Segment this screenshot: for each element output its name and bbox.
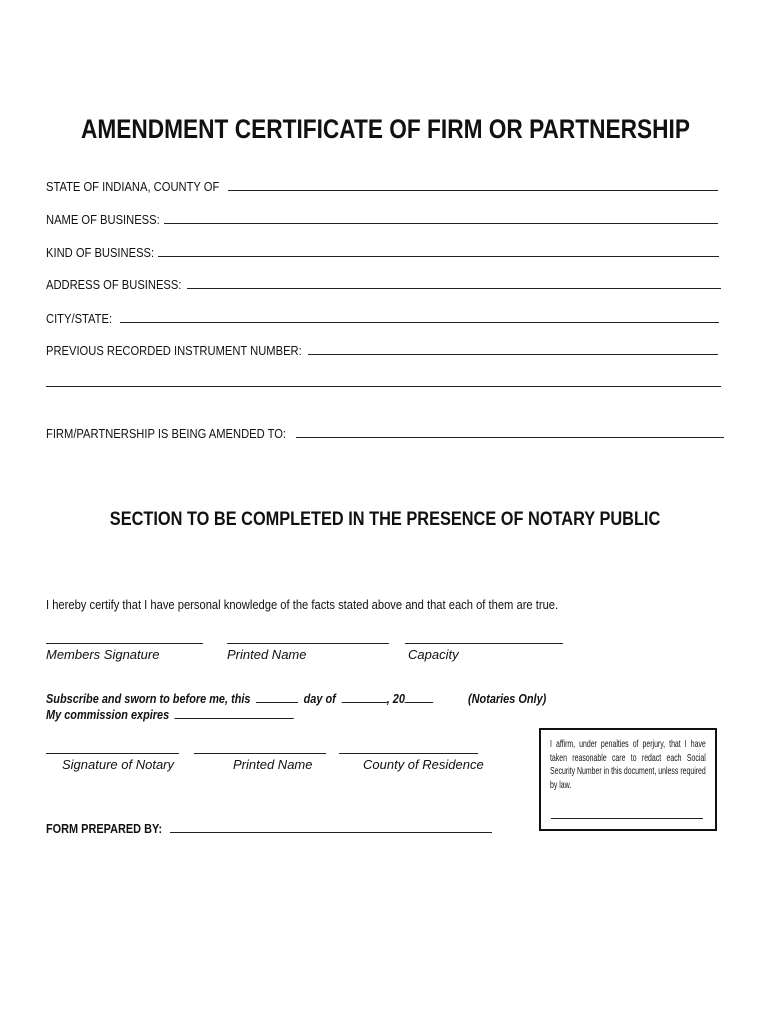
business-address-input-line[interactable] (187, 288, 721, 289)
notary-printed-name-caption: Printed Name (233, 757, 313, 772)
business-kind-label: KIND OF BUSINESS: (46, 245, 155, 260)
amended-to-label: FIRM/PARTNERSHIP IS BEING AMENDED TO: (46, 426, 287, 441)
sworn-year-line[interactable] (405, 702, 434, 703)
notaries-only-label: (Notaries Only) (468, 691, 547, 706)
commission-expires-label: My commission expires (46, 707, 170, 722)
business-name-row (46, 209, 718, 227)
commission-expires-line[interactable] (175, 718, 294, 719)
previous-instrument-row (46, 340, 718, 358)
sworn-day-line[interactable] (256, 702, 298, 703)
capacity-caption: Capacity (408, 647, 459, 662)
business-name-label: NAME OF BUSINESS: (46, 212, 160, 227)
member-printed-name-line[interactable] (227, 643, 389, 644)
certify-statement: I hereby certify that I have personal knowledge of the facts stated above and that each of them are true. (46, 597, 559, 612)
business-kind-row (46, 242, 719, 260)
sworn-month-line[interactable] (341, 702, 386, 703)
amended-to-input-line[interactable] (296, 437, 724, 438)
notary-signature-caption: Signature of Notary (62, 757, 175, 772)
city-state-input-line[interactable] (120, 322, 719, 323)
city-state-row (46, 308, 719, 326)
state-county-row (46, 176, 718, 194)
business-address-row (46, 274, 721, 292)
sworn-statement-row (46, 691, 507, 706)
capacity-line[interactable] (405, 643, 563, 644)
form-prepared-by-label: FORM PREPARED BY: (46, 821, 163, 836)
commission-expires-row (46, 707, 341, 722)
form-prepared-by-line[interactable] (170, 832, 492, 833)
sworn-prefix: Subscribe and sworn to before me, this (46, 691, 251, 706)
county-of-residence-caption: County of Residence (363, 757, 484, 772)
previous-instrument-input-line[interactable] (308, 354, 718, 355)
sworn-year-prefix: , 20 (386, 691, 405, 706)
state-county-label: STATE OF INDIANA, COUNTY OF (46, 179, 220, 194)
sworn-day-of: day of (303, 691, 336, 706)
previous-instrument-continuation-line[interactable] (46, 386, 721, 387)
business-name-input-line[interactable] (164, 223, 718, 224)
county-of-residence-line[interactable] (339, 753, 478, 754)
page-title: AMENDMENT CERTIFICATE OF FIRM OR PARTNERSHIP (80, 114, 690, 144)
ssn-affirmation-text: I affirm, under penalties of perjury, that I have taken reasonable care to redact each Social Security Number in this document, unless required by law. (550, 738, 706, 791)
member-printed-name-caption: Printed Name (227, 647, 307, 662)
notary-signature-line[interactable] (46, 753, 179, 754)
amended-to-row (46, 423, 724, 441)
notary-printed-name-line[interactable] (194, 753, 326, 754)
ssn-affirmation-box (539, 728, 717, 831)
form-prepared-by-row (46, 818, 492, 836)
business-kind-input-line[interactable] (158, 256, 719, 257)
business-address-label: ADDRESS OF BUSINESS: (46, 277, 182, 292)
county-input-line[interactable] (228, 190, 718, 191)
members-signature-caption: Members Signature (46, 647, 160, 662)
notary-section-heading: SECTION TO BE COMPLETED IN THE PRESENCE OF NOTARY PUBLIC (109, 509, 661, 530)
affirmation-signature-line[interactable] (551, 818, 703, 819)
previous-instrument-label: PREVIOUS RECORDED INSTRUMENT NUMBER: (46, 343, 302, 358)
city-state-label: CITY/STATE: (46, 311, 113, 326)
members-signature-line[interactable] (46, 643, 203, 644)
